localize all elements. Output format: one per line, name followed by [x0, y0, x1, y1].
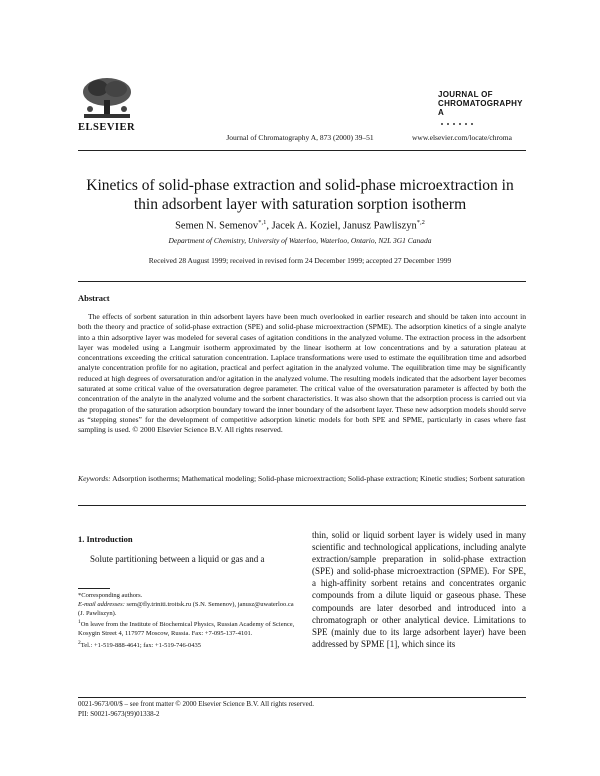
abstract-bottom-divider	[78, 505, 526, 506]
footnote-1	[78, 618, 298, 639]
journal-logo	[438, 90, 528, 117]
section-heading-introduction: 1. Introduction	[78, 534, 133, 544]
publisher-name: ELSEVIER	[78, 122, 136, 133]
author-name: Janusz Pawliszyn	[343, 220, 417, 232]
footnote-2-text: Tel.: +1-519-888-4641; fax: +1-519-746-0435	[80, 642, 201, 650]
footnote-2	[78, 639, 298, 651]
author-list: Semen N. Semenov$^{*,1}$, Jacek A. Koziel, Janusz Pawliszyn$^{*,2}$	[175, 219, 425, 232]
footnote-2-mark: 2	[78, 640, 81, 647]
header-divider	[78, 150, 526, 151]
intro-right-column: thin, solid or liquid sorbent layer is widely used in many scientific and technological applications, including analyte extraction/sample preparation in solid-phase extraction (SPE) and solid-phase microextraction (SPME). For SPE, a high-affinity sorbent retains and concentrates organic compounds from a dilute liquid or gaseous phase. These compounds are later desorbed and introduced into a chromatograph or other analytical device. Limitations to SPE (mainly due to its large adsorbent layer) have been addressed by SPME [1], which since its	[312, 530, 526, 649]
keywords-list: Adsorption isotherms; Mathematical modeling; Solid-phase microextraction; Solid-phase extraction; Kinetic studies; Sorbent saturation	[112, 474, 525, 483]
article-title: Kinetics of solid-phase extraction and solid-phase microextraction in thin adsorbent layer with saturation sorption isotherm	[86, 177, 514, 213]
footnote-email-label: E-mail addresses:	[78, 600, 125, 608]
footnote-email-text[interactable]: sem@fly.triniti.troitsk.ru (S.N. Semenov), janusz@uwaterloo.ca (J. Pawliszyn).	[78, 600, 294, 617]
journal-logo-line2: CHROMATOGRAPHY A	[438, 99, 523, 117]
journal-citation: Journal of Chromatography A, 873 (2000) 39–51	[226, 133, 374, 142]
keywords	[78, 474, 526, 484]
abstract-heading: Abstract	[78, 293, 110, 303]
abstract-top-divider	[78, 281, 526, 282]
journal-logo-line1: JOURNAL OF	[438, 90, 493, 99]
footnotes	[78, 592, 298, 651]
footnote-corresponding: *Corresponding authors.	[78, 592, 143, 599]
footer-divider	[78, 697, 526, 698]
intro-left-column: Solute partitioning between a liquid or gas and a	[90, 554, 265, 564]
footnote-emails	[78, 601, 298, 619]
journal-url[interactable]: www.elsevier.com/locate/chroma	[412, 133, 512, 142]
author-mark[interactable]: *,2	[416, 219, 425, 226]
footnote-divider	[78, 588, 110, 589]
author-mark[interactable]: *,1	[258, 219, 267, 226]
keywords-label: Keywords:	[78, 474, 111, 483]
received-dates: Received 28 August 1999; received in revised form 24 December 1999; accepted 27 December 1999	[148, 256, 452, 265]
author-name: Jacek A. Koziel	[271, 220, 338, 232]
footer-pii: PII: S0021-9673(99)01338-2	[78, 710, 160, 718]
footnote-1-text: On leave from the Institute of Biochemical Physics, Russian Academy of Science, Kosygin Street 4, 117977 Moscow, Russia. Fax: +7-095-137-4101.	[78, 621, 295, 638]
affiliation: Department of Chemistry, University of Waterloo, Waterloo, Ontario, N2L 3G1 Canada	[168, 236, 432, 245]
elsevier-tree-logo-icon	[78, 76, 136, 125]
journal-logo-dots-icon	[440, 122, 480, 128]
footer-copyright: 0021-9673/00/$ – see front matter © 2000 Elsevier Science B.V. All rights reserved.	[78, 700, 314, 708]
footnote-1-mark: 1	[78, 619, 81, 626]
author-name: Semen N. Semenov	[175, 220, 259, 232]
abstract-text: The effects of sorbent saturation in thin adsorbent layers have been much overlooked in earlier research and should be taken into account in both the theory and practice of solid-phase extraction (SPE) and solid-phase microextraction (SPME). The adsorption kinetics of a single analyte into a thin adsorptive layer was modeled for several cases of agitation conditions in the analyzed volume. The extraction process in the adsorbent layer was modeled using a Langmuir isotherm approximated by the linear isotherm at low concentrations and by a saturation plateau at concentrations exceeding the critical saturation concentration. Laplace transformations were used to estimate the equilibration time and adsorbed analyte concentration profile for no agitation, practical and perfect agitation in the analyzed volume. The equilibration time may be significantly reduced at high degrees of oversaturation and/or agitation in the analyzed volume. The resulting models indicated that the adsorbent layer becomes saturated at some critical value of the oversaturation degree parameter. The critical value of the oversaturation parameter is affected by both the concentration of the analyte in the analyzed volume and the sorbent characteristics. It was also shown that the adsorption process is carried out via the propagation of the saturation adsorption boundary toward the inner boundary of the adsorbent layer. These new adsorption models should serve as “stepping stones” for the development of competitive adsorption kinetic models for both SPE and SPME, particularly in cases where fast sampling is used. © 2000 Elsevier Science B.V. All rights reserved.	[78, 312, 526, 435]
